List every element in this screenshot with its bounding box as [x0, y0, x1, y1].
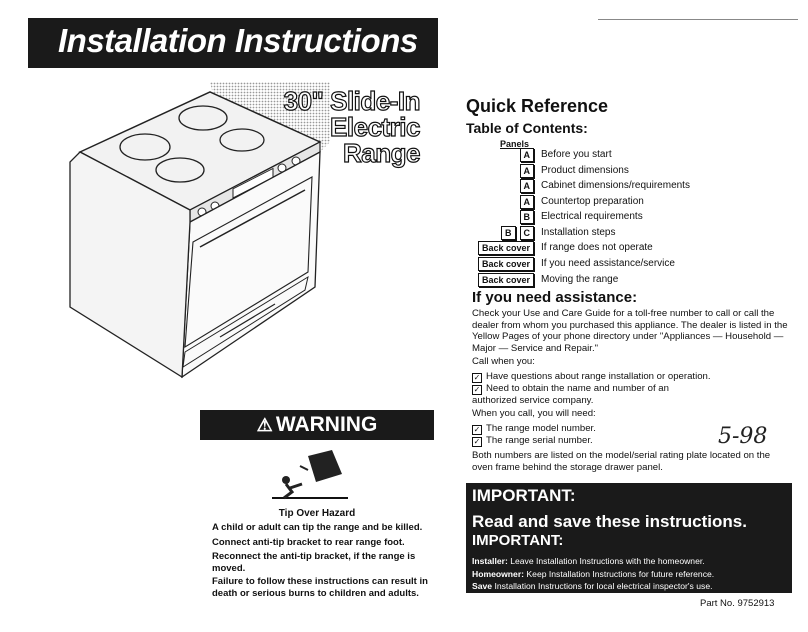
toc-item [460, 194, 700, 209]
warning-line: Failure to follow these instructions can result in death or serious burns to children and adults. [212, 576, 428, 599]
important-heading: IMPORTANT: [472, 486, 576, 505]
toc-item-label: Moving the range [541, 274, 619, 285]
call-item-text: Need to obtain the name and number of an authorized service company. [472, 383, 669, 406]
toc-item-label: Installation steps [541, 227, 616, 238]
checkbox-icon: ✓ [473, 425, 481, 434]
panel-key: B [501, 226, 516, 240]
important-heading: IMPORTANT: [472, 532, 564, 549]
toc-item [460, 163, 700, 178]
toc-item-label: Cabinet dimensions/requirements [541, 180, 690, 191]
toc-item-label: If you need assistance/service [541, 258, 675, 269]
call-item [472, 383, 702, 406]
tip-over-hazard-icon [270, 448, 350, 504]
important-who: Save [472, 581, 493, 591]
toc-item [460, 272, 700, 287]
warning-line: A child or adult can tip the range and be killed. [212, 522, 423, 533]
quick-reference-title: Quick Reference [466, 96, 609, 116]
toc-item-label: Product dimensions [541, 165, 629, 176]
important-who: Installer: [472, 556, 508, 566]
toc-item-label: Countertop preparation [541, 196, 644, 207]
warning-line: Connect anti-tip bracket to rear range foot. [212, 537, 405, 548]
product-title-line1: 30" Slide-In [283, 86, 420, 116]
toc-item [460, 240, 700, 255]
toc-item-label: If range does not operate [541, 242, 653, 253]
product-title [242, 88, 420, 166]
toc-item [460, 209, 700, 224]
panel-key: A [520, 148, 535, 162]
warning-banner [200, 410, 434, 440]
panels-header: Panels [500, 139, 530, 149]
call-item-text: Have questions about range installation or operation. [486, 371, 711, 382]
call-when-label: Call when you: [472, 356, 535, 367]
product-title-line3: Range [343, 138, 420, 168]
important-text: Keep Installation Instructions for future reference. [524, 569, 715, 579]
toc-item [460, 147, 700, 162]
toc-item-label: Electrical requirements [541, 211, 643, 222]
important-who: Homeowner: [472, 569, 525, 579]
panel-key: Back cover [478, 241, 534, 255]
top-rule [598, 19, 798, 20]
toc-item-label: Before you start [541, 149, 612, 160]
checkbox-icon: ✓ [473, 437, 481, 446]
toc-item [460, 256, 700, 271]
need-item-text: The range model number. [486, 423, 596, 434]
assistance-title: If you need assistance: [472, 289, 638, 306]
assistance-note: Both numbers are listed on the model/serial rating plate located on the oven frame behind the storage drawer panel. [472, 450, 771, 473]
important-text: Leave Installation Instructions with the homeowner. [507, 556, 705, 566]
panel-key: C [520, 226, 535, 240]
call-item [472, 371, 790, 383]
important-text: Installation Instructions for local electrical inspector's use. [492, 581, 713, 591]
need-label: When you call, you will need: [472, 408, 596, 419]
need-item-text: The range serial number. [486, 435, 593, 446]
toc-title: Table of Contents: [466, 120, 588, 136]
product-title-line2: Electric [330, 112, 420, 142]
panel-key: A [520, 179, 535, 193]
toc-item [460, 225, 700, 240]
part-number: Part No. 9752913 [700, 598, 775, 609]
warning-label: WARNING [275, 413, 378, 436]
assistance-intro: Check your Use and Care Guide for a toll-free number to call or call the dealer from whom you purchased this appliance. The dealer is listed in the Yellow Pages of your phone directory under "Appliances — Household — Major — Service and Repair." [472, 308, 788, 354]
important-line [472, 580, 788, 592]
important-line [472, 555, 788, 567]
panel-key: Back cover [478, 273, 534, 287]
checkbox-icon: ✓ [473, 385, 481, 394]
checkbox-icon: ✓ [473, 373, 481, 382]
panel-key: B [520, 210, 535, 224]
panel-key: Back cover [478, 257, 534, 271]
panel-key: A [520, 164, 535, 178]
panel-key: A [520, 195, 535, 209]
warning-line: Reconnect the anti-tip bracket, if the range is moved. [212, 551, 416, 574]
warning-triangle-icon: ⚠ [256, 414, 273, 435]
page-title: Installation Instructions [58, 22, 418, 59]
important-subheading: Read and save these instructions. [472, 512, 747, 531]
handwritten-note: 5-98 [718, 424, 768, 449]
toc-item [460, 178, 700, 193]
hazard-title: Tip Over Hazard [278, 508, 356, 519]
important-line [472, 568, 788, 580]
